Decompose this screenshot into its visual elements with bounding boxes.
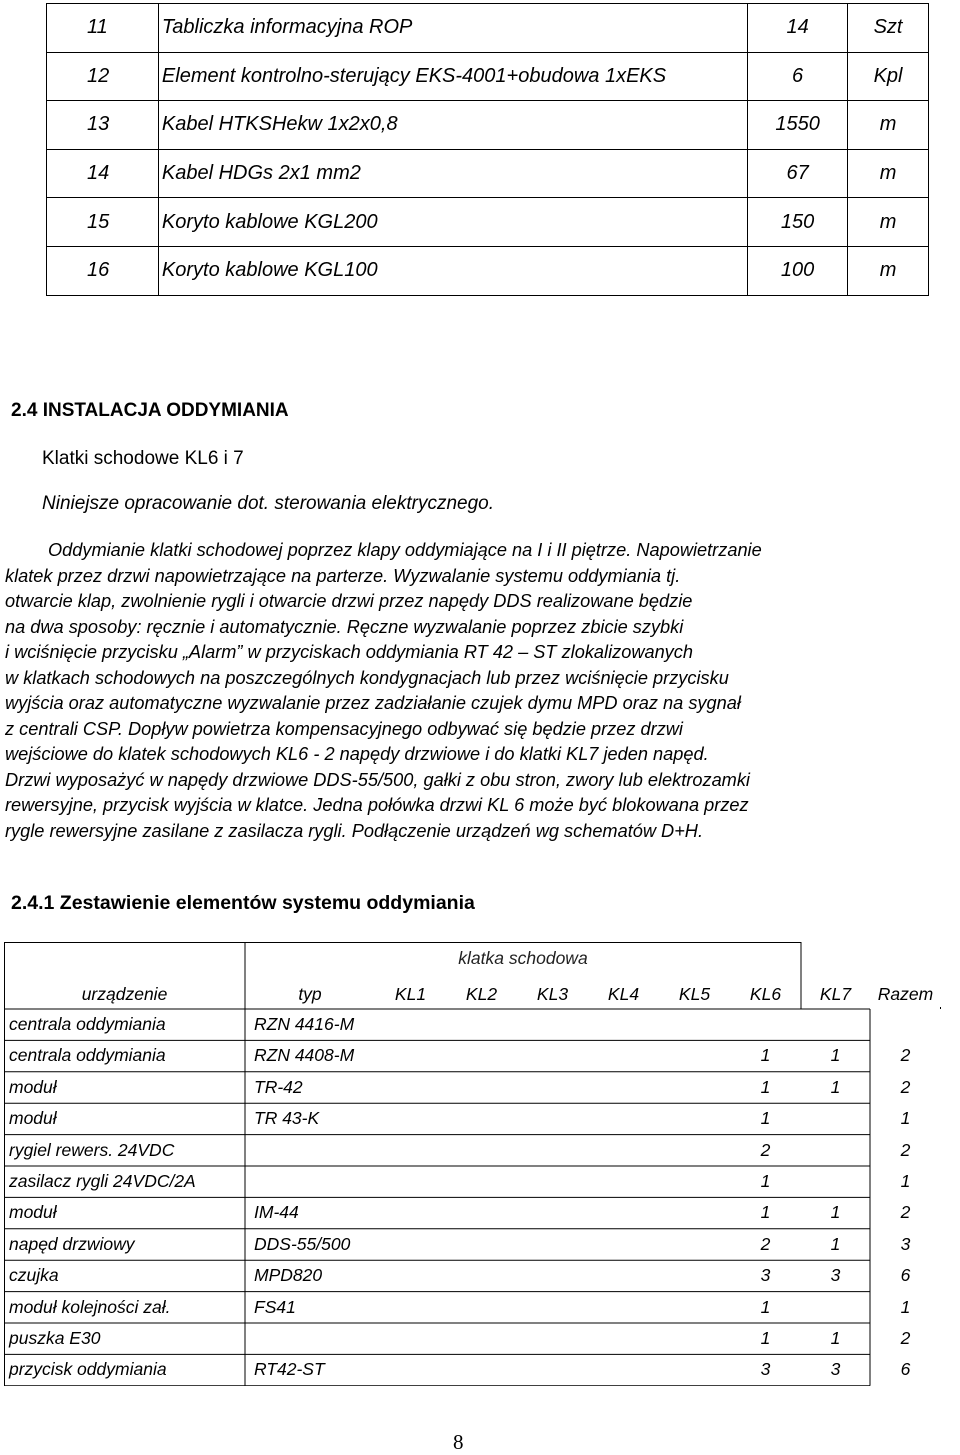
cell-value: 1 (830, 1328, 841, 1348)
cell-value: 1 (760, 1328, 771, 1348)
item-quantity: 150 (748, 198, 848, 247)
cell-value: 1 (900, 1108, 911, 1129)
section-heading: 2.4 INSTALACJA ODDYMIANIA (11, 400, 289, 421)
cell-value: 2 (900, 1202, 911, 1223)
paragraph-line: na dwa sposoby: ręcznie i automatycznie. Ręczne wyzwalanie poprzez zbicie szybki (5, 616, 684, 637)
cell-type: RT42-ST (254, 1359, 325, 1380)
item-name: Element kontrolno-sterujący EKS-4001+obudowa 1xEKS (158, 52, 747, 101)
section-note: Niniejsze opracowanie dot. sterowania elektrycznego. (42, 493, 495, 514)
cell-value: 1 (900, 1296, 911, 1317)
item-unit: Kpl (848, 52, 929, 101)
cell-value: 2 (900, 1076, 911, 1097)
item-number: 15 (47, 198, 159, 247)
cell-type: MPD820 (254, 1265, 323, 1286)
item-quantity: 14 (748, 4, 848, 53)
cell-type: RZN 4416-M (254, 1014, 355, 1034)
item-name: Kabel HDGs 2x1 mm2 (158, 149, 747, 198)
cell-value: 3 (760, 1359, 771, 1380)
cell-value: 1 (760, 1296, 771, 1317)
cell-device: czujka (9, 1265, 59, 1286)
column-header: KL1 (394, 984, 427, 1004)
section-paragraph (5, 538, 945, 844)
paragraph-line: Oddymianie klatki schodowej poprzez klapy oddymiające na I i II piętrze. Napowietrzanie (48, 540, 762, 560)
cell-device: centrala oddymiania (9, 1014, 166, 1034)
cell-type: TR-42 (254, 1076, 303, 1097)
item-unit: m (848, 101, 929, 150)
paragraph-line: otwarcie klap, zwolnienie rygli i otwarcie drzwi przez napędy DDS realizowane będzie (5, 591, 693, 611)
item-name: Koryto kablowe KGL100 (158, 246, 747, 295)
cell-value: 3 (830, 1359, 841, 1380)
column-header: Razem (877, 984, 934, 1004)
cell-value: 6 (900, 1265, 911, 1286)
cell-type: RZN 4408-M (254, 1045, 355, 1066)
cell-device: centrala oddymiania (9, 1045, 166, 1066)
cell-value: 6 (900, 1359, 911, 1380)
section-subheading: 2.4.1 Zestawienie elementów systemu oddymiania (11, 892, 475, 914)
table-row (47, 52, 929, 101)
cell-value: 1 (760, 1202, 771, 1223)
page-number: 8 (453, 1430, 464, 1454)
cell-value: 1 (760, 1076, 771, 1097)
item-quantity: 1550 (748, 101, 848, 150)
column-header: KL7 (819, 984, 852, 1004)
elements-table-grid (4, 942, 941, 1386)
column-header: KL4 (607, 984, 640, 1004)
cell-device: moduł (9, 1108, 57, 1129)
cell-value: 1 (830, 1076, 841, 1097)
column-header: urządzenie (81, 984, 168, 1004)
table-row (47, 246, 929, 295)
item-quantity: 67 (748, 149, 848, 198)
paragraph-line: rewersyjne, przycisk wyjścia w klatce. Jedna połówka drzwi KL 6 może być blokowana przez (5, 795, 749, 815)
cell-type: IM-44 (254, 1202, 299, 1223)
item-number: 16 (47, 246, 159, 295)
cell-device: zasilacz rygli 24VDC/2A (9, 1171, 196, 1191)
cell-value: 1 (760, 1045, 771, 1066)
cell-value: 2 (900, 1328, 911, 1348)
table-row (47, 198, 929, 247)
group-header: klatka schodowa (458, 948, 588, 968)
paragraph-line: i wciśnięcie przycisku „Alarm” w przyciskach oddymiania RT 42 – ST zlokalizowanych (5, 642, 693, 662)
cell-device: moduł (9, 1202, 57, 1223)
cell-type: TR 43-K (254, 1108, 320, 1129)
item-number: 11 (47, 4, 159, 53)
paragraph-line: Drzwi wyposażyć w napędy drzwiowe DDS-55/500, gałki z obu stron, zwory lub elektrozamki (5, 769, 750, 790)
cell-device: przycisk oddymiania (9, 1359, 167, 1380)
column-header: KL5 (678, 984, 711, 1004)
paragraph-line: w klatkach schodowych na poszczególnych kondygnacjach lub przez wciśnięcie przycisku (5, 667, 729, 688)
cell-value: 1 (760, 1108, 771, 1129)
item-number: 12 (47, 52, 159, 101)
table-row (47, 101, 929, 150)
item-name: Tabliczka informacyjna ROP (158, 4, 747, 53)
items-table (46, 3, 929, 296)
table-row (47, 149, 929, 198)
item-unit: m (848, 198, 929, 247)
cell-value: 1 (830, 1202, 841, 1223)
column-header: KL6 (749, 984, 782, 1004)
cell-value: 1 (900, 1171, 911, 1191)
cell-device: puszka E30 (9, 1328, 101, 1348)
cell-value: 2 (760, 1139, 771, 1160)
cell-value: 1 (760, 1171, 771, 1191)
column-header: KL2 (465, 984, 498, 1004)
cell-value: 2 (760, 1233, 771, 1254)
cell-value: 2 (900, 1139, 911, 1160)
column-header: KL3 (536, 984, 569, 1004)
cell-device: moduł kolejności zał. (9, 1296, 171, 1317)
section-subtitle: Klatki schodowe KL6 i 7 (42, 448, 244, 469)
item-quantity: 6 (748, 52, 848, 101)
column-header: typ (298, 984, 322, 1004)
paragraph-line: z centrali CSP. Dopływ powietrza kompensacyjnego odbywać się będzie przez drzwi (5, 718, 683, 739)
cell-value: 1 (830, 1045, 841, 1066)
item-unit: Szt (848, 4, 929, 53)
cell-value: 3 (760, 1265, 771, 1286)
cell-device: rygiel rewers. 24VDC (9, 1139, 175, 1160)
paragraph-line: wyjścia oraz automatyczne wyzwalanie przez zadziałanie czujek dymu MPD oraz na sygnał (5, 693, 741, 713)
cell-value: 1 (830, 1233, 841, 1254)
item-quantity: 100 (748, 246, 848, 295)
cell-type: DDS-55/500 (254, 1233, 351, 1254)
item-number: 14 (47, 149, 159, 198)
item-name: Koryto kablowe KGL200 (158, 198, 747, 247)
table-row (47, 4, 929, 53)
cell-type: FS41 (254, 1296, 296, 1317)
paragraph-line: rygle rewersyjne zasilane z zasilacza rygli. Podłączenie urządzeń wg schematów D+H. (5, 820, 703, 841)
cell-value: 2 (900, 1045, 911, 1066)
cell-value: 3 (830, 1265, 841, 1286)
item-unit: m (848, 149, 929, 198)
cell-device: moduł (9, 1076, 57, 1097)
item-number: 13 (47, 101, 159, 150)
item-unit: m (848, 246, 929, 295)
cell-device: napęd drzwiowy (9, 1233, 135, 1254)
paragraph-line: wejściowe do klatek schodowych KL6 - 2 napędy drzwiowe i do klatki KL7 jeden napęd. (5, 744, 709, 764)
cell-value: 3 (900, 1233, 911, 1254)
paragraph-line: klatek przez drzwi napowietrzające na parterze. Wyzwalanie systemu oddymiania tj. (5, 565, 681, 586)
elements-table (4, 942, 941, 1386)
item-name: Kabel HTKSHekw 1x2x0,8 (158, 101, 747, 150)
